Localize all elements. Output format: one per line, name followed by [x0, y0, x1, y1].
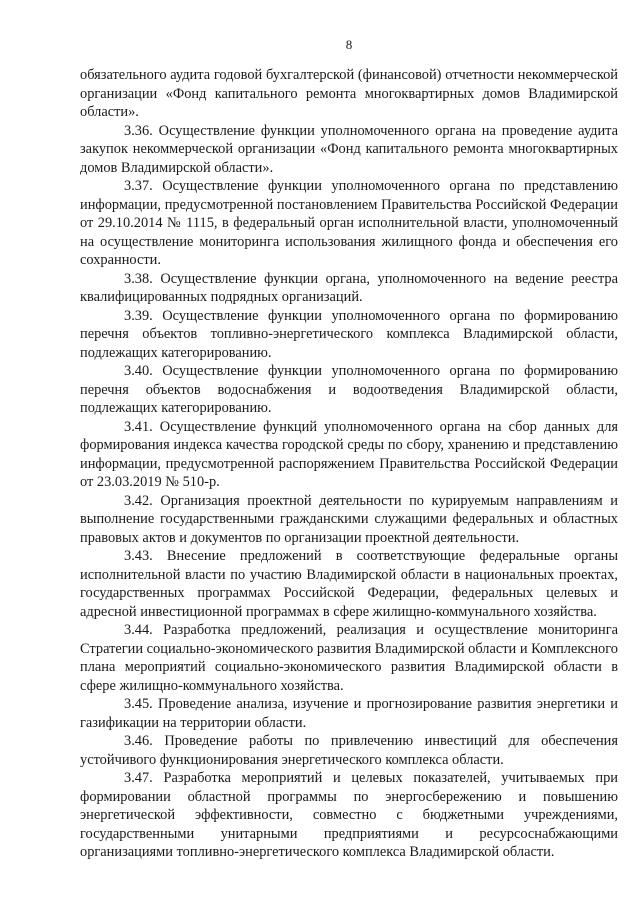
paragraph-continuation: обязательного аудита годовой бухгалтерской (финансовой) отчетности некоммерческой организации «Фонд капитального ремонта многоквартирных домов Владимирской области».	[80, 67, 618, 120]
paragraph-3-41: 3.41. Осуществление функций уполномоченного органа на сбор данных для формирования индекса качества городской среды по сбору, хранению и представлению информации, предусмотренной распоряжением Правительства Российской Федерации от 23.03.2019 № 510-р.	[80, 418, 618, 490]
paragraph-3-45: 3.45. Проведение анализа, изучение и прогнозирование развития энергетики и газификации на территории области.	[80, 696, 618, 731]
page-number: 8	[345, 37, 353, 52]
paragraph-3-47: 3.47. Разработка мероприятий и целевых показателей, учитываемых при формировании областной программы по энергосбережению и повышению энергетической эффективности, совместно с бюджетными учреждениями, государственными унитарными предприятиями и ресурсоснабжающими организациями топливно-энергетического комплекса Владимирской области.	[80, 770, 618, 860]
paragraph-3-40: 3.40. Осуществление функции уполномоченного органа по формированию перечня объектов водоснабжения и водоотведения Владимирской области, подлежащих категорированию.	[80, 363, 618, 416]
paragraph-3-43: 3.43. Внесение предложений в соответствующие федеральные органы исполнительной власти по участию Владимирской области в национальных проектах, государственных программах Российской Федерации, федеральных целевых и адресной инвестиционной программах в сфере жилищно-коммунального хозяйства.	[80, 548, 618, 620]
paragraph-3-46: 3.46. Проведение работы по привлечению инвестиций для обеспечения устойчивого функционирования энергетического комплекса области.	[80, 733, 618, 768]
paragraph-3-37: 3.37. Осуществление функции уполномоченного органа по представлению информации, предусмотренной постановлением Правительства Российской Федерации от 29.10.2014 № 1115, в федеральный орган исполнительной власти, уполномоченный на осуществление мониторинга использования жилищного фонда и обеспечения его сохранности.	[80, 178, 618, 268]
paragraph-3-39: 3.39. Осуществление функции уполномоченного органа по формированию перечня объектов топливно-энергетического комплекса Владимирской области, подлежащих категорированию.	[80, 307, 618, 361]
paragraph-3-44: 3.44. Разработка предложений, реализация и осуществление мониторинга Стратегии социально-экономического развития Владимирской области и Комплексного плана мероприятий социально-экономического развития Владимирской области в сфере жилищно-коммунального хозяйства.	[80, 622, 618, 694]
paragraph-3-38: 3.38. Осуществление функции органа, уполномоченного на ведение реестра квалифицированных подрядных организаций.	[80, 270, 618, 305]
paragraph-3-42: 3.42. Организация проектной деятельности по курируемым направлениям и выполнение государственными гражданскими служащими федеральных и областных правовых актов и документов по организации проектной деятельности.	[80, 492, 618, 546]
paragraph-3-36: 3.36. Осуществление функции уполномоченного органа на проведение аудита закупок некоммерческой организации «Фонд капитального ремонта многоквартирных домов Владимирской области».	[80, 122, 618, 176]
document-body	[80, 66, 618, 862]
document-page	[80, 0, 618, 905]
